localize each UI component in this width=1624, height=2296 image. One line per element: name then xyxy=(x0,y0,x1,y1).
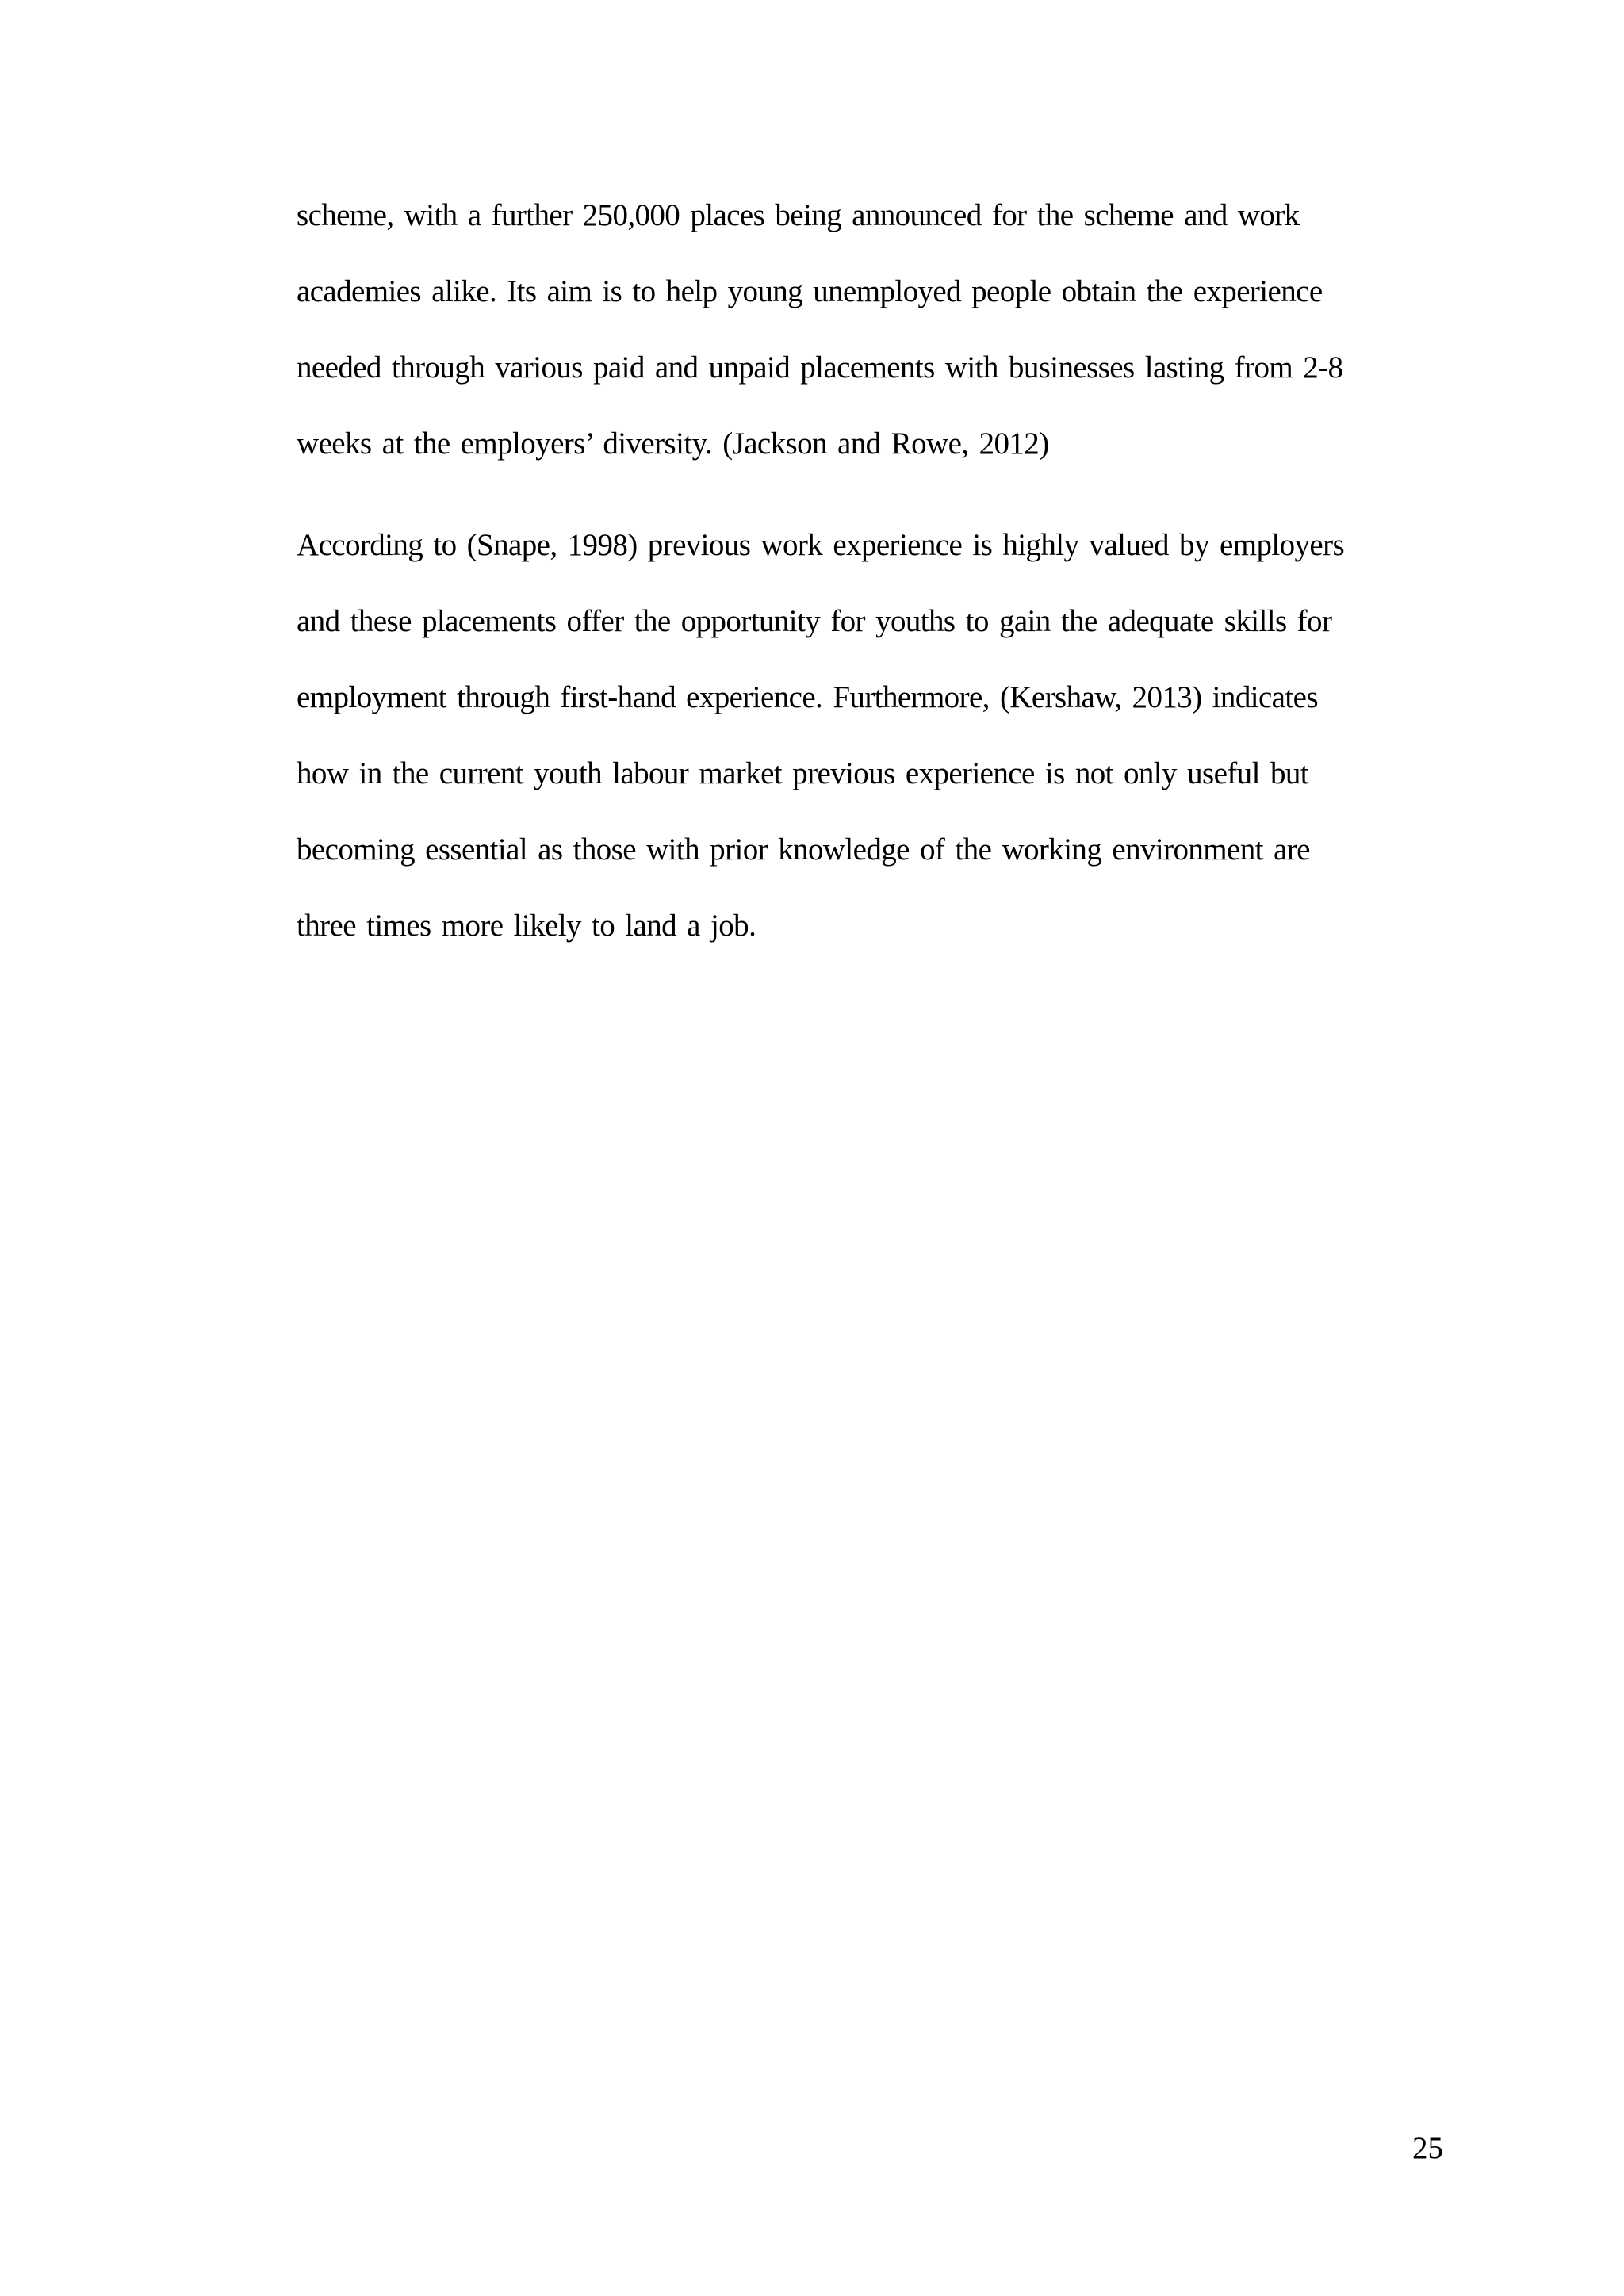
text-line: According to (Snape, 1998) previous work experience is highly valued by employers xyxy=(297,528,1345,562)
text-line: and these placements offer the opportunity for youths to gain the adequate skills for xyxy=(297,604,1332,638)
text-line: weeks at the employers’ diversity. (Jackson and Rowe, 2012) xyxy=(297,427,1049,461)
text-line: three times more likely to land a job. xyxy=(297,909,756,943)
text-line: scheme, with a further 250,000 places being announced for the scheme and work xyxy=(297,198,1300,232)
text-line: needed through various paid and unpaid placements with businesses lasting from 2-8 xyxy=(297,350,1343,385)
paragraph-1 xyxy=(297,178,1423,482)
text-line: academies alike. Its aim is to help young unemployed people obtain the experience xyxy=(297,274,1323,308)
paragraph-2 xyxy=(297,507,1423,964)
text-line: how in the current youth labour market previous experience is not only useful but xyxy=(297,756,1308,790)
text-line: becoming essential as those with prior knowledge of the working environment are xyxy=(297,832,1310,867)
text-line: employment through first-hand experience. Furthermore, (Kershaw, 2013) indicates xyxy=(297,680,1318,714)
page-number: 25 xyxy=(1412,2131,1443,2165)
